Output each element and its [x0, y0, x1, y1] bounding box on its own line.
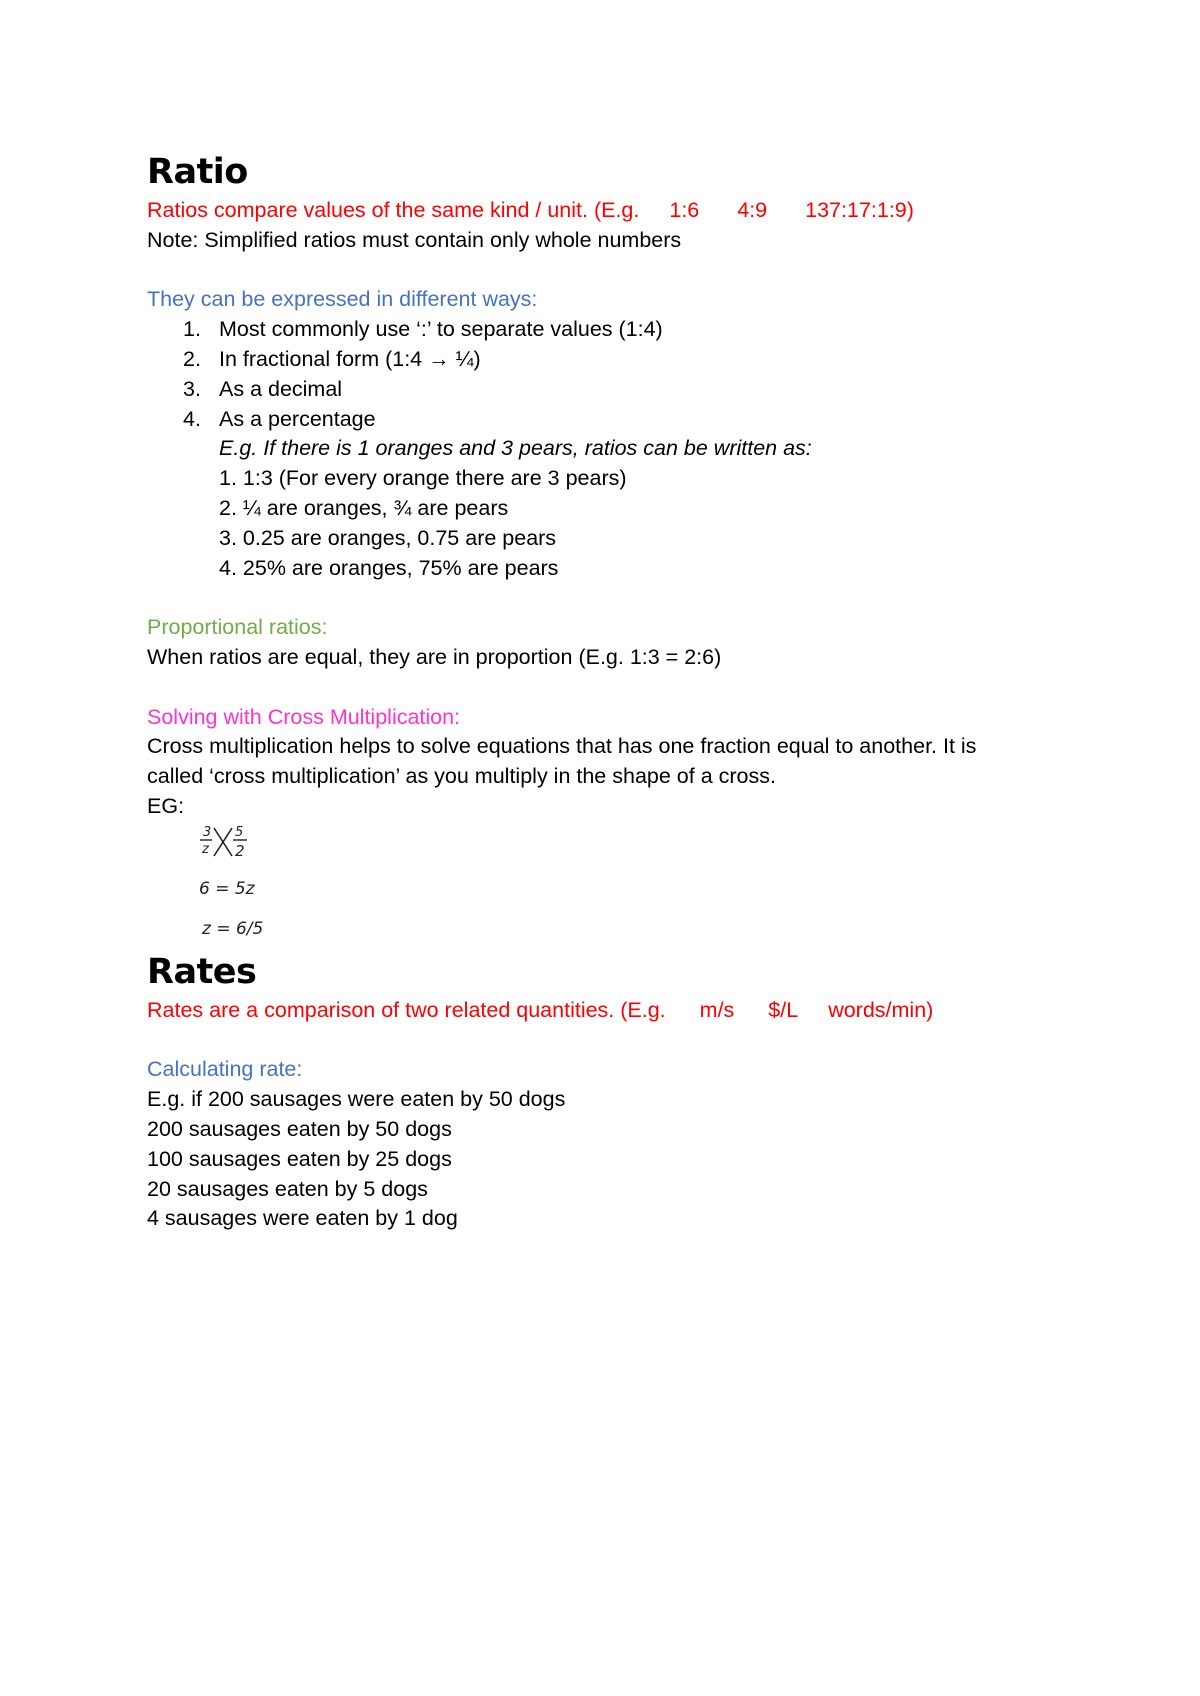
list-number: 3. [183, 376, 201, 401]
calc-line: E.g. if 200 sausages were eaten by 50 dogs [147, 1087, 566, 1112]
list-item [147, 405, 1067, 435]
calc-line: 4 sausages were eaten by 1 dog [147, 1206, 458, 1231]
rates-example-3: words/min) [828, 997, 934, 1022]
ratio-definition-text: Ratios compare values of the same kind / unit. (E.g. [147, 198, 640, 222]
list-text: In fractional form (1:4 → ¼) [219, 346, 481, 371]
calc-line: 200 sausages eaten by 50 dogs [147, 1116, 452, 1141]
list-number: 4. [183, 406, 201, 431]
calc-line: 100 sausages eaten by 25 dogs [147, 1146, 452, 1171]
calc-line: 20 sausages eaten by 5 dogs [147, 1176, 428, 1201]
ratio-example-1: 1:6 [669, 198, 700, 222]
ratio-note: Note: Simplified ratios must contain only whole numbers [147, 227, 682, 252]
list-text: As a percentage [219, 406, 376, 431]
handwritten-cross-multiplication [199, 822, 1067, 948]
rates-definition-text: Rates are a comparison of two related quantities. (E.g. [147, 997, 666, 1022]
rates-example-2: $/L [768, 997, 799, 1022]
list-number: 1. [183, 317, 201, 342]
hand-numerator-right: 5 [235, 824, 244, 840]
list-number: 2. [183, 346, 201, 371]
example-line: 4. 25% are oranges, 75% are pears [219, 555, 559, 580]
hand-denominator-left: z [202, 841, 209, 857]
proportional-heading: Proportional ratios: [147, 615, 328, 640]
ways-heading: They can be expressed in different ways: [147, 287, 538, 312]
example-line: 2. ¼ are oranges, ¾ are pears [219, 495, 509, 520]
list-text: Most commonly use ‘:’ to separate values (1:4) [219, 317, 663, 342]
cross-text-line-1: Cross multiplication helps to solve equations that has one fraction equal to another. It is [147, 734, 977, 759]
ratio-example-2: 4:9 [737, 198, 768, 222]
list-item [147, 375, 1067, 405]
rates-definition [147, 996, 1067, 1026]
list-text: As a decimal [219, 376, 343, 401]
example-intro: E.g. If there is 1 oranges and 3 pears, ratios can be written as: [219, 436, 812, 461]
example-line: 3. 0.25 are oranges, 0.75 are pears [219, 525, 557, 550]
hand-numerator-left: 3 [203, 824, 212, 840]
document-content [147, 148, 1067, 1234]
rates-example-1: m/s [699, 997, 735, 1022]
list-item [147, 345, 1067, 375]
cross-heading: Solving with Cross Multiplication: [147, 704, 461, 729]
hand-denominator-right: 2 [235, 841, 245, 860]
eg-label: EG: [147, 793, 185, 818]
rates-title: Rates [147, 951, 257, 992]
hand-equation-2: z = 6/5 [202, 918, 264, 939]
proportional-text: When ratios are equal, they are in proportion (E.g. 1:3 = 2:6) [147, 644, 722, 669]
list-item [147, 315, 1067, 345]
ratio-example-3: 137:17:1:9) [805, 198, 914, 222]
ways-list [147, 315, 1067, 434]
calc-heading: Calculating rate: [147, 1057, 303, 1082]
example-line: 1. 1:3 (For every orange there are 3 pears) [219, 466, 627, 491]
ratio-title: Ratio [147, 152, 248, 192]
ratio-definition [147, 196, 1067, 226]
cross-text-line-2: called ‘cross multiplication’ as you multiply in the shape of a cross. [147, 764, 776, 789]
ratio-example-block [147, 434, 1067, 583]
hand-equation-1: 6 = 5z [199, 878, 255, 899]
handwritten-sketch [199, 822, 319, 948]
